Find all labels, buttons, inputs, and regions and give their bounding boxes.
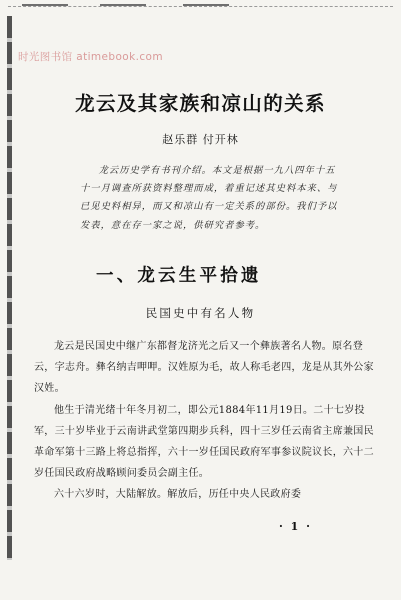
top-edge-rule xyxy=(8,6,393,7)
body-paragraph: 六十六岁时，大陆解放。解放后，历任中央人民政府委 xyxy=(54,489,302,501)
section-subheading: 民国史中有名人物 xyxy=(145,306,256,320)
body-paragraph: 他生于清光绪十年冬月初二，即公元1884年11月19日。二十七岁投军，三十岁毕业于云南讲武堂第四期步兵科，四十三岁任云南省主席兼国民革命军第十三路上将总指挥，六十一岁任国民政府军事参议院议长，六十二岁任国民政府战略顾问委员会副主任。 xyxy=(34,404,374,480)
page-number: · 1 · xyxy=(279,520,312,533)
body-text xyxy=(34,336,376,506)
editor-abstract: 龙云历史学有书刊介绍。本文是根据一九八四年十五十一月调查所获资料整理而成，着重记述其史料本来、与已见史料相异，而又和凉山有一定关系的部份。我们予以发表，意在存一家之说，供研究者参考。 xyxy=(80,165,338,231)
article-authors: 赵乐群 付开林 xyxy=(162,133,239,146)
body-paragraph: 龙云是民国史中继广东都督龙济光之后又一个彝族著名人物。原名登云，字志舟。彝名纳吉呷呷。汉姓原为毛，故人称毛老四，龙是从其外公家汉姓。 xyxy=(34,341,374,395)
section-heading: 一、龙云生平拾遗 xyxy=(96,266,262,286)
article-title: 龙云及其家族和凉山的关系 xyxy=(75,92,326,115)
watermark-text: 时光图书馆 atimebook.com xyxy=(18,51,163,63)
